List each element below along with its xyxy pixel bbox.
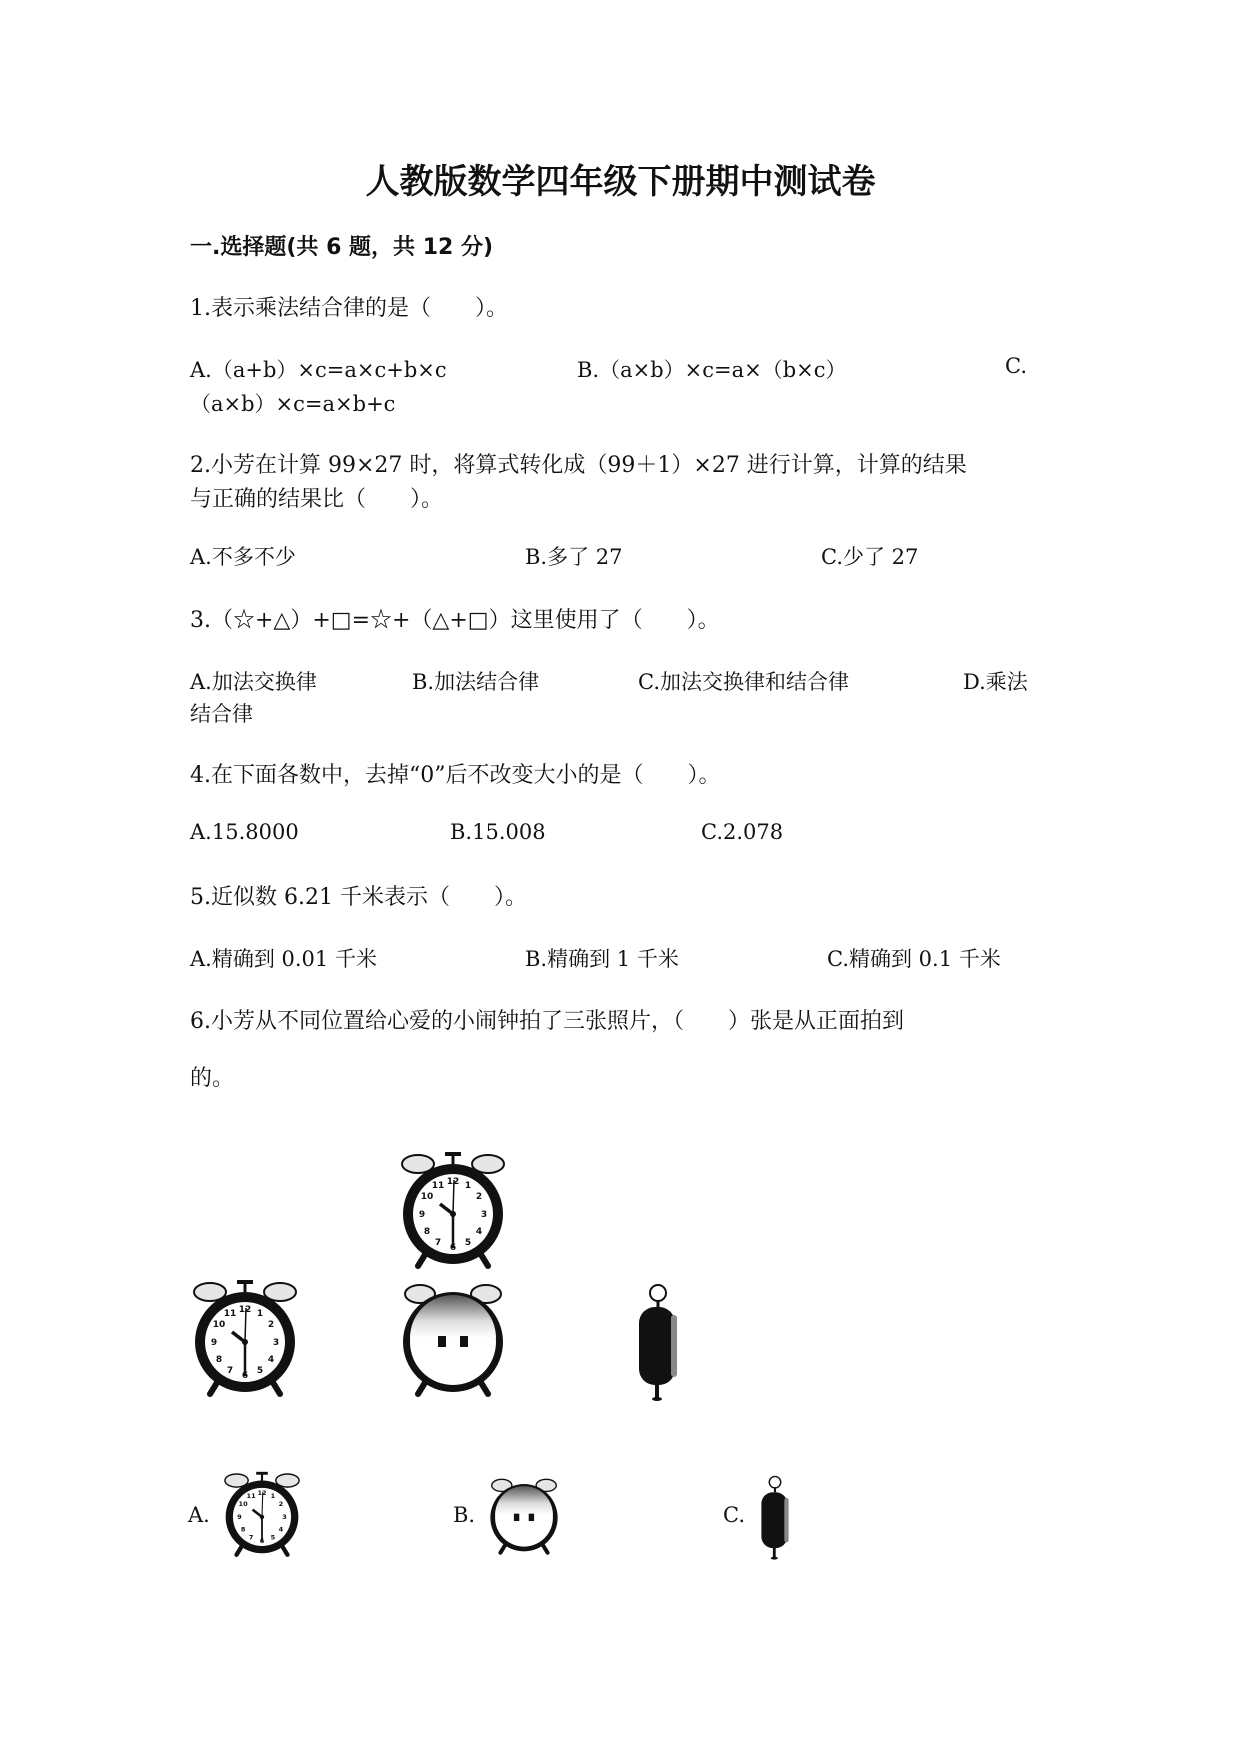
question-5-stem: 5.近似数 6.21 千米表示（ ）。 — [190, 885, 527, 910]
q3-option-d-label: D.乘法 — [963, 670, 1028, 694]
question-4-stem: 4.在下面各数中，去掉“0”后不改变大小的是（ ）。 — [190, 763, 721, 788]
q3-option-c: C.加法交换律和结合律 — [638, 670, 849, 694]
alarm-clock-front-icon — [190, 1278, 300, 1398]
q3-option-a: A.加法交换律 — [190, 670, 317, 694]
alarm-clock-top-icon — [398, 1150, 508, 1270]
question-6-stem-line2: 的。 — [190, 1066, 235, 1091]
question-6-stem-line1: 6.小芳从不同位置给心爱的小闹钟拍了三张照片，（ ）张是从正面拍到 — [190, 1009, 904, 1034]
alarm-clock-back-icon — [398, 1278, 508, 1398]
q4-option-a: A.15.8000 — [190, 820, 299, 844]
q4-option-b: B.15.008 — [450, 820, 546, 844]
q1-option-c: （a×b）×c=a×b+c — [190, 392, 396, 416]
q6-option-a: A. — [188, 1503, 210, 1527]
q1-option-c-label: C. — [1005, 354, 1027, 378]
q2-option-a: A.不多不少 — [190, 545, 296, 569]
q3-option-b: B.加法结合律 — [412, 670, 540, 694]
question-1-stem: 1.表示乘法结合律的是（ ）。 — [190, 296, 508, 321]
q1-option-b: B.（a×b）×c=a×（b×c） — [577, 358, 847, 382]
section-heading: 一.选择题(共 6 题，共 12 分) — [190, 235, 494, 260]
q5-option-a: A.精确到 0.01 千米 — [190, 947, 377, 971]
question-3-stem: 3.（☆+△）+□=☆+（△+□）这里使用了（ ）。 — [190, 608, 720, 633]
q2-option-b: B.多了 27 — [525, 545, 623, 569]
q2-option-c: C.少了 27 — [821, 545, 919, 569]
q5-option-b: B.精确到 1 千米 — [525, 947, 679, 971]
option-b-clock-back-icon — [487, 1474, 561, 1556]
option-a-clock-front-icon — [222, 1470, 302, 1558]
q6-option-b: B. — [453, 1503, 476, 1527]
q6-option-c: C. — [723, 1503, 745, 1527]
option-c-clock-side-icon — [757, 1475, 793, 1561]
question-2-stem-line2: 与正确的结果比（ ）。 — [190, 487, 444, 512]
q3-option-d: 结合律 — [190, 702, 253, 726]
page-title: 人教版数学四年级下册期中测试卷 — [365, 162, 876, 202]
question-2-stem-line1: 2.小芳在计算 99×27 时，将算式转化成（99＋1）×27 进行计算，计算的结果 — [190, 453, 967, 478]
q1-option-a: A.（a+b）×c=a×c+b×c — [190, 358, 447, 382]
alarm-clock-side-icon — [633, 1283, 683, 1403]
q4-option-c: C.2.078 — [701, 820, 784, 844]
q5-option-c: C.精确到 0.1 千米 — [827, 947, 1001, 971]
